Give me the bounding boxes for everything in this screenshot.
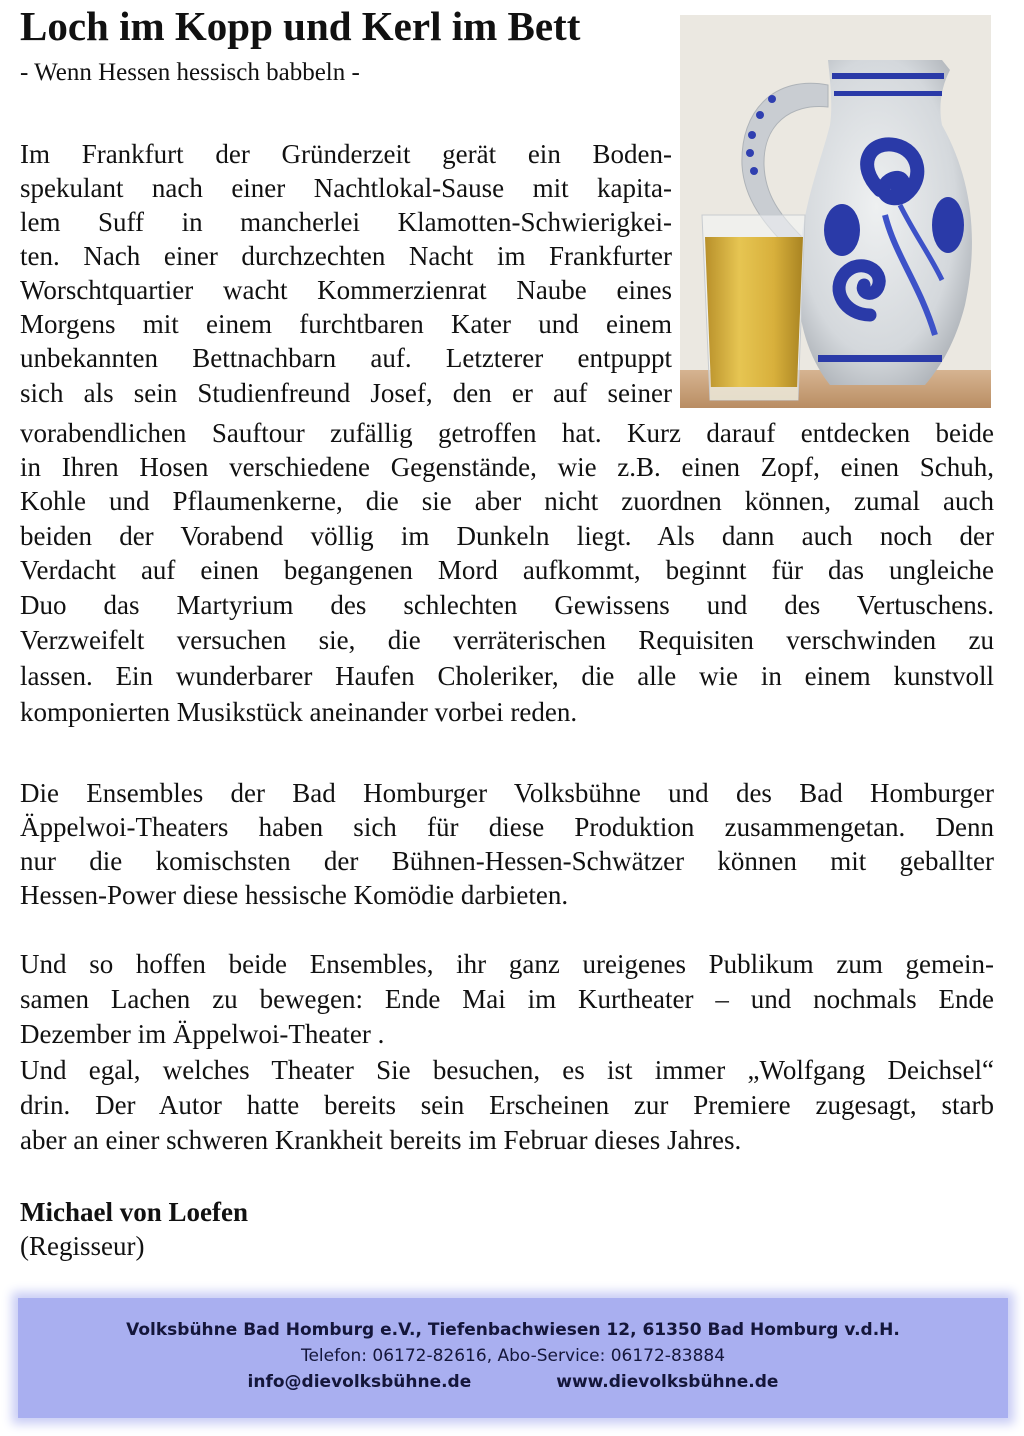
article-title: Loch im Kopp und Kerl im Bett bbox=[20, 3, 581, 49]
text-line: unbekannten Bettnachbarn auf. Letzterer entpuppt bbox=[20, 343, 672, 373]
text-line: samen Lachen zu bewegen: Ende Mai im Kurtheater – und nochmals Ende bbox=[20, 984, 994, 1014]
author-role: (Regisseur) bbox=[20, 1231, 145, 1261]
footer-phone: Telefon: 06172-82616, Abo-Service: 06172-83884 bbox=[300, 1346, 726, 1366]
text-line: Hessen-Power diese hessische Komödie darbieten. bbox=[20, 880, 569, 910]
text-line: Duo das Martyrium des schlechten Gewissens und des Vertuschens. bbox=[20, 590, 994, 620]
text-line: Kohle und Pflaumenkerne, die sie aber nicht zuordnen können, zumal auch bbox=[20, 486, 994, 516]
text-line: Die Ensembles der Bad Homburger Volksbühne und des Bad Homburger bbox=[20, 778, 994, 808]
text-line: lem Suff in mancherlei Klamotten-Schwierigkei- bbox=[20, 207, 672, 237]
jug-and-glass-photo bbox=[680, 15, 991, 408]
text-line: Morgens mit einem furchtbaren Kater und einem bbox=[20, 309, 672, 339]
text-line: komponierten Musikstück aneinander vorbei reden. bbox=[20, 697, 578, 727]
footer-email-link[interactable]: info@dievolksbühne.de bbox=[247, 1372, 472, 1392]
jug-leaf bbox=[824, 204, 860, 256]
text-line: Worschtquartier wacht Kommerzienrat Naube eines bbox=[20, 275, 672, 305]
text-line: Im Frankfurt der Gründerzeit gerät ein Boden- bbox=[20, 139, 672, 169]
footer-links bbox=[18, 1370, 1008, 1394]
text-line: Dezember im Äppelwoi-Theater . bbox=[20, 1019, 385, 1049]
text-line: aber an einer schweren Krankheit bereits im Februar dieses Jahres. bbox=[20, 1125, 742, 1155]
text-line: nur die komischsten der Bühnen-Hessen-Schwätzer können mit geballter bbox=[20, 846, 994, 876]
apple-wine bbox=[705, 237, 803, 387]
text-line: Verzweifelt versuchen sie, die verräterischen Requisiten verschwinden zu bbox=[20, 625, 994, 655]
text-line: Äppelwoi-Theaters haben sich für diese Produktion zusammengetan. Denn bbox=[20, 812, 994, 842]
text-line: Verdacht auf einen begangenen Mord aufkommt, beginnt für das ungleiche bbox=[20, 555, 994, 585]
text-line: drin. Der Autor hatte bereits sein Erscheinen zur Premiere zugesagt, starb bbox=[20, 1090, 994, 1120]
text-line: Und so hoffen beide Ensembles, ihr ganz ureigenes Publikum zum gemein- bbox=[20, 949, 994, 979]
footer-website-link[interactable]: www.dievolksbühne.de bbox=[556, 1372, 779, 1392]
contact-footer bbox=[18, 1298, 1008, 1418]
text-line: ten. Nach einer durchzechten Nacht im Frankfurter bbox=[20, 241, 672, 271]
text-line: in Ihren Hosen verschiedene Gegenstände, wie z.B. einen Zopf, einen Schuh, bbox=[20, 452, 994, 482]
jug-leaf bbox=[932, 197, 964, 253]
text-line: spekulant nach einer Nachtlokal-Sause mit kapita- bbox=[20, 173, 672, 203]
text-line: sich als sein Studienfreund Josef, den er auf seiner bbox=[20, 378, 672, 408]
text-line: beiden der Vorabend völlig im Dunkeln liegt. Als dann auch noch der bbox=[20, 521, 994, 551]
text-line: vorabendlichen Sauftour zufällig getroffen hat. Kurz darauf entdecken beide bbox=[20, 418, 994, 448]
footer-address: Volksbühne Bad Homburg e.V., Tiefenbachwiesen 12, 61350 Bad Homburg v.d.H. bbox=[126, 1320, 900, 1340]
text-line: lassen. Ein wunderbarer Haufen Choleriker, die alle wie in einem kunstvoll bbox=[20, 661, 994, 691]
article-subtitle: - Wenn Hessen hessisch babbeln - bbox=[20, 59, 360, 86]
photo-illustration bbox=[680, 15, 991, 408]
author-name: Michael von Loefen bbox=[20, 1197, 248, 1227]
text-line: Und egal, welches Theater Sie besuchen, es ist immer „Wolfgang Deichsel“ bbox=[20, 1055, 994, 1085]
